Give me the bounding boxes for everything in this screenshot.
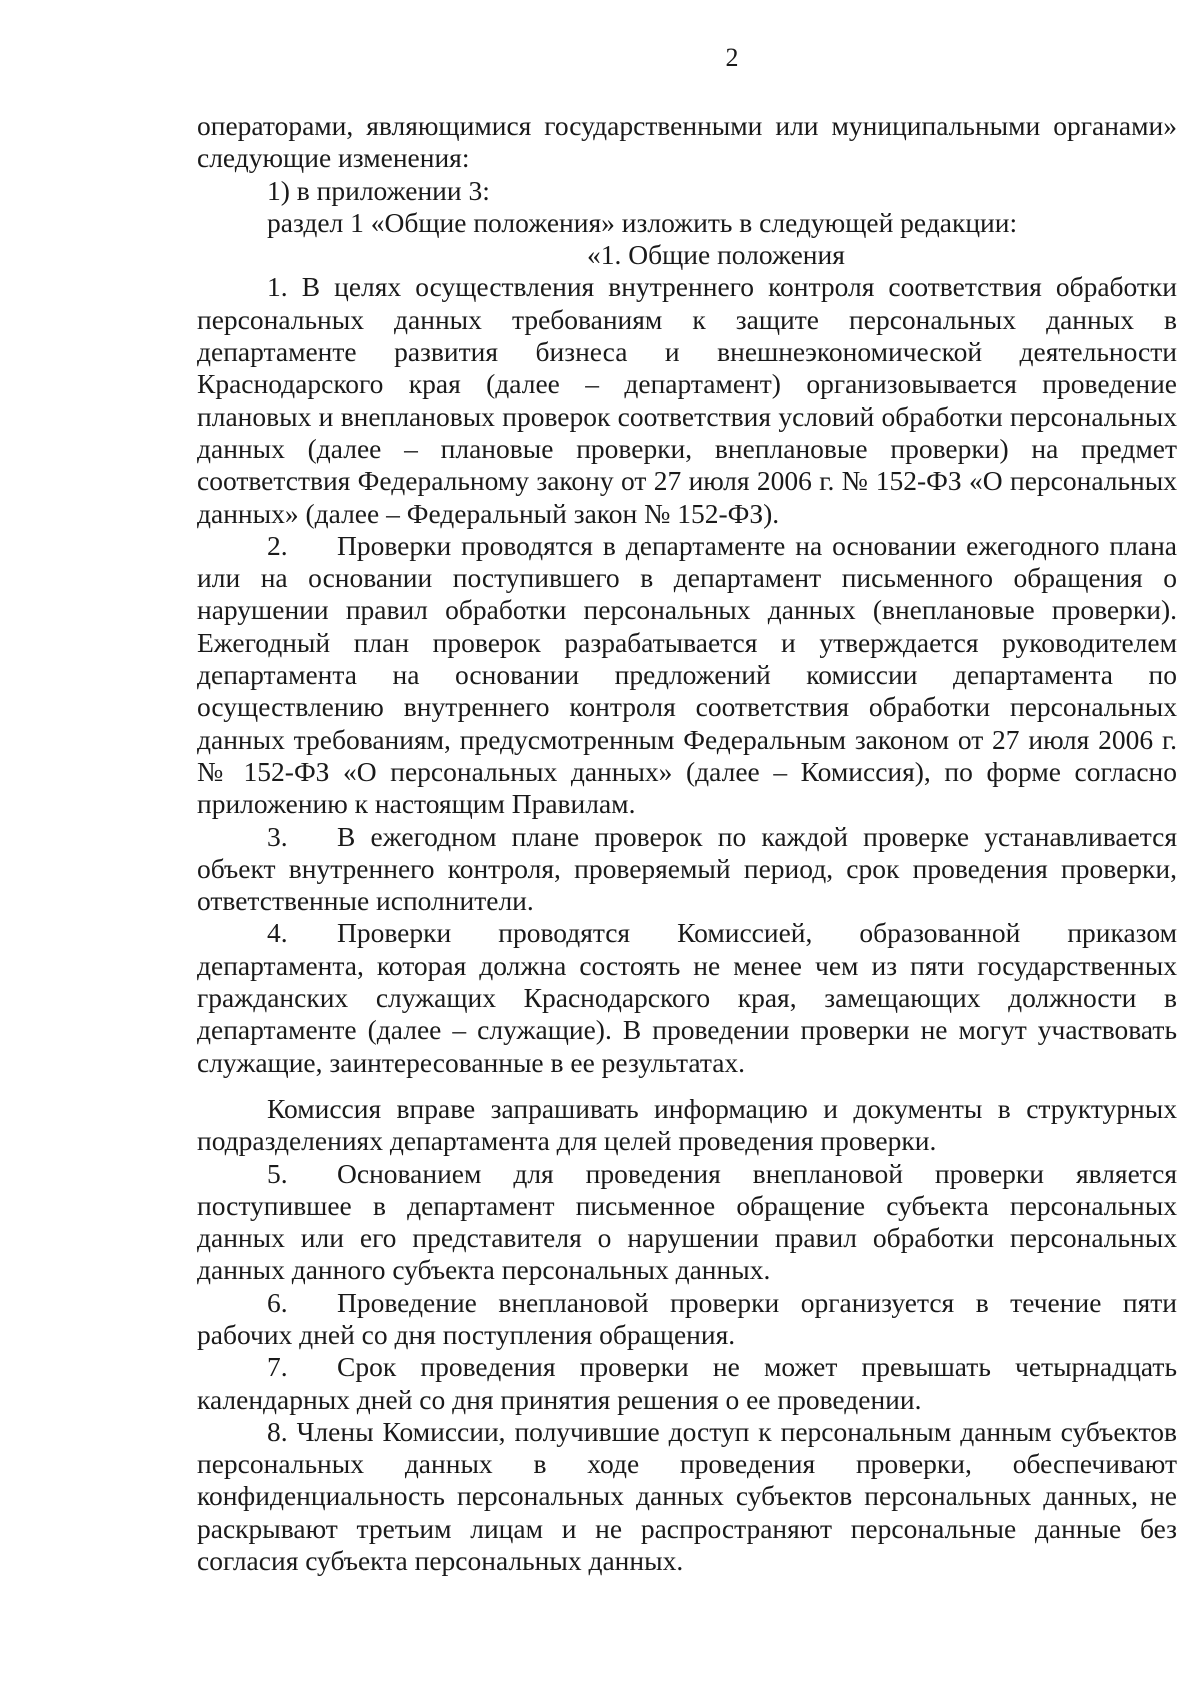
paragraph-7-text: Срок проведения проверки не может превышать четырнадцать календарных дней со дня принятия решения о ее проведении. xyxy=(197,1351,1177,1415)
document-page xyxy=(197,42,1177,1577)
paragraph-8-text: Члены Комиссии, получившие доступ к персональным данным субъектов персональных данных в ходе проведения проверки, обеспечивают конфиденциальность персональных данных субъектов персональных данных, не раскрывают третьим лицам и не распространяют персональные данные без согласия субъекта персональных данных. xyxy=(197,1415,1177,1577)
intro-item-1: 1) в приложении 3: xyxy=(267,174,490,206)
paragraph-5 xyxy=(197,1158,1177,1287)
paragraph-4-text: Проверки проводятся Комиссией, образованной приказом департамента, которая должна состоять не менее чем из пяти государственных гражданских служащих Краснодарского края, замещающих должности в департаменте (далее – служащие). В проведении проверки не могут участвовать служащие, заинтересованные в ее результатах. xyxy=(197,917,1177,1078)
paragraph-6-number: 6. xyxy=(267,1286,288,1318)
page-number: 2 xyxy=(725,43,739,72)
paragraph-8 xyxy=(197,1416,1177,1577)
paragraph-7-number: 7. xyxy=(267,1351,288,1383)
section-line: раздел 1 «Общие положения» изложить в следующей редакции: xyxy=(267,206,1018,238)
paragraph-7 xyxy=(197,1351,1177,1416)
paragraph-commission xyxy=(197,1093,1177,1158)
paragraph-1-text: В целях осуществления внутреннего контроля соответствия обработки персональных данных требованиям к защите персональных данных в департаменте развития бизнеса и внешнеэкономической деятельности Краснодарского края (далее – департамент) организовывается проведение плановых и внеплановых проверок соответствия условий обработки персональных данных (далее – плановые проверки, внеплановые проверки) на предмет соответствия Федеральному закону от 27 июля 2006 г. № 152-ФЗ «О персональных данных» (далее – Федеральный закон № 152-ФЗ). xyxy=(197,271,1177,529)
paragraph-2 xyxy=(197,530,1177,821)
paragraph-4 xyxy=(197,917,1177,1078)
intro-line: операторами, являющимися государственными или муниципальными органами» следующие изменения: xyxy=(197,110,1177,174)
paragraph-3-number: 3. xyxy=(267,820,288,852)
paragraph-2-text: Проверки проводятся в департаменте на основании ежегодного плана или на основании поступившего в департамент письменного обращения о нарушении правил обработки персональных данных (внеплановые проверки). Ежегодный план проверок разрабатывается и утверждается руководителем департамента на основании предложений комиссии департамента по осуществлению внутреннего контроля соответствия обработки персональных данных требованиям, предусмотренным Федеральным законом от 27 июля 2006 г. № 152-ФЗ «О персональных данных» (далее – Комиссия), по форме согласно приложению к настоящим Правилам. xyxy=(197,529,1177,820)
paragraph-8-number: 8. xyxy=(267,1415,288,1447)
paragraph-4-number: 4. xyxy=(267,917,288,949)
paragraph-1 xyxy=(197,271,1177,529)
paragraph-5-text: Основанием для проведения внеплановой проверки является поступившее в департамент письменное обращение субъекта персональных данных или его представителя о нарушении правил обработки персональных данных данного субъекта персональных данных. xyxy=(197,1157,1177,1286)
paragraph-6-text: Проведение внеплановой проверки организуется в течение пяти рабочих дней со дня поступления обращения. xyxy=(197,1286,1177,1350)
paragraph-6 xyxy=(197,1287,1177,1352)
paragraph-5-number: 5. xyxy=(267,1157,288,1189)
paragraph-2-number: 2. xyxy=(267,529,288,561)
paragraph-commission-text: Комиссия вправе запрашивать информацию и документы в структурных подразделениях департамента для целей проведения проверки. xyxy=(197,1092,1177,1157)
paragraph-3-text: В ежегодном плане проверок по каждой проверке устанавливается объект внутреннего контроля, проверяемый период, срок проведения проверки, ответственные исполнители. xyxy=(197,820,1177,917)
paragraph-1-number: 1. xyxy=(267,271,288,303)
paragraph-3 xyxy=(197,821,1177,918)
section-title: «1. Общие положения xyxy=(587,239,845,271)
